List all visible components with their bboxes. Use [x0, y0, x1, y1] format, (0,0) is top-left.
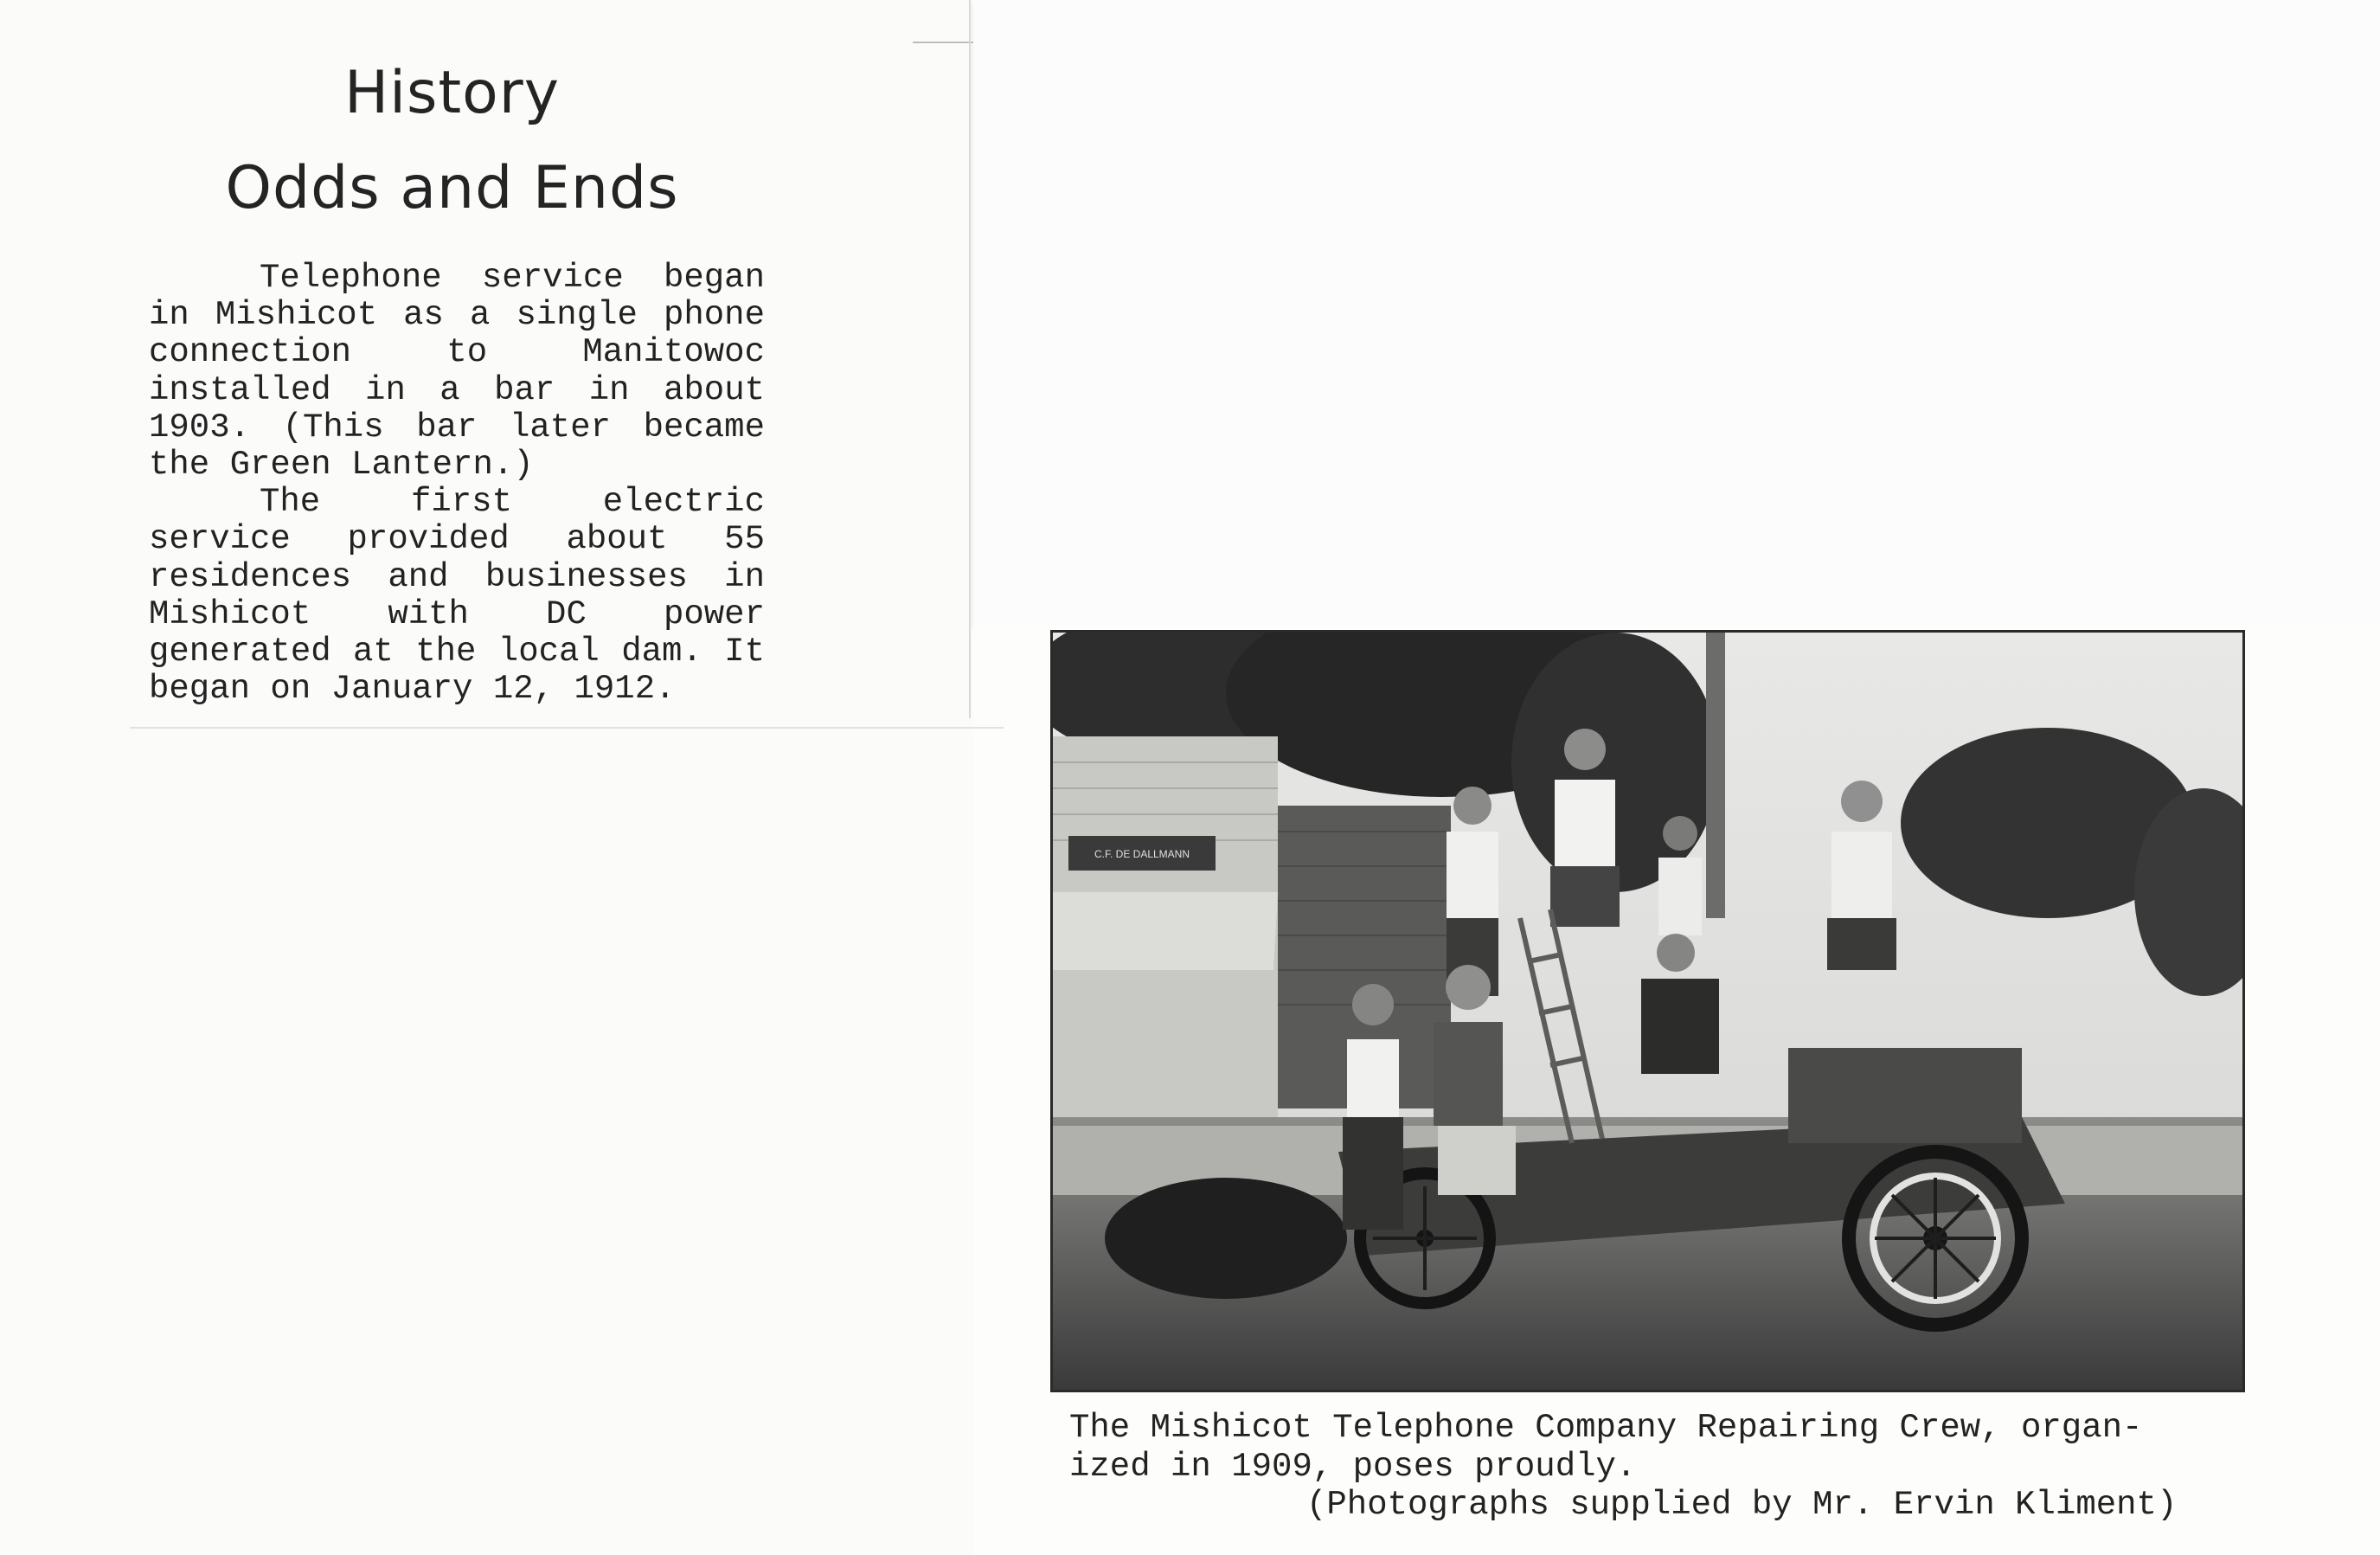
article-body — [149, 260, 765, 708]
vintage-photo-icon — [1053, 633, 2242, 1390]
store-sign: C.F. DE DALLMANN — [1094, 848, 1190, 860]
top-right-blank-sheet — [973, 0, 2380, 626]
paragraph-electric: The first electric service provided about 55 residences and businesses in Mishicot with DC power generated at the local dam. It began on January 12, 1912. — [149, 483, 765, 709]
paper-edge — [969, 0, 971, 718]
paper-edge — [913, 42, 973, 43]
headline-history: History — [344, 59, 560, 127]
headline-odds-and-ends: Odds and Ends — [225, 154, 679, 222]
left-clipping-sheet — [0, 0, 973, 1555]
caption-line-1: The Mishicot Telephone Company Repairing Crew, organ- — [1069, 1409, 2143, 1447]
paper-edge — [130, 727, 1004, 729]
crew-photograph — [1050, 630, 2245, 1392]
paragraph-telephone: Telephone service began in Mishicot as a single phone connection to Manitowoc installed in a bar in about 1903. (This bar later became the Green Lantern.) — [149, 259, 765, 485]
photo-caption — [1069, 1409, 2239, 1487]
caption-line-2: ized in 1909, poses proudly. — [1069, 1448, 1637, 1486]
photo-credit: (Photographs supplied by Mr. Ervin Kliment) — [1306, 1486, 2178, 1524]
